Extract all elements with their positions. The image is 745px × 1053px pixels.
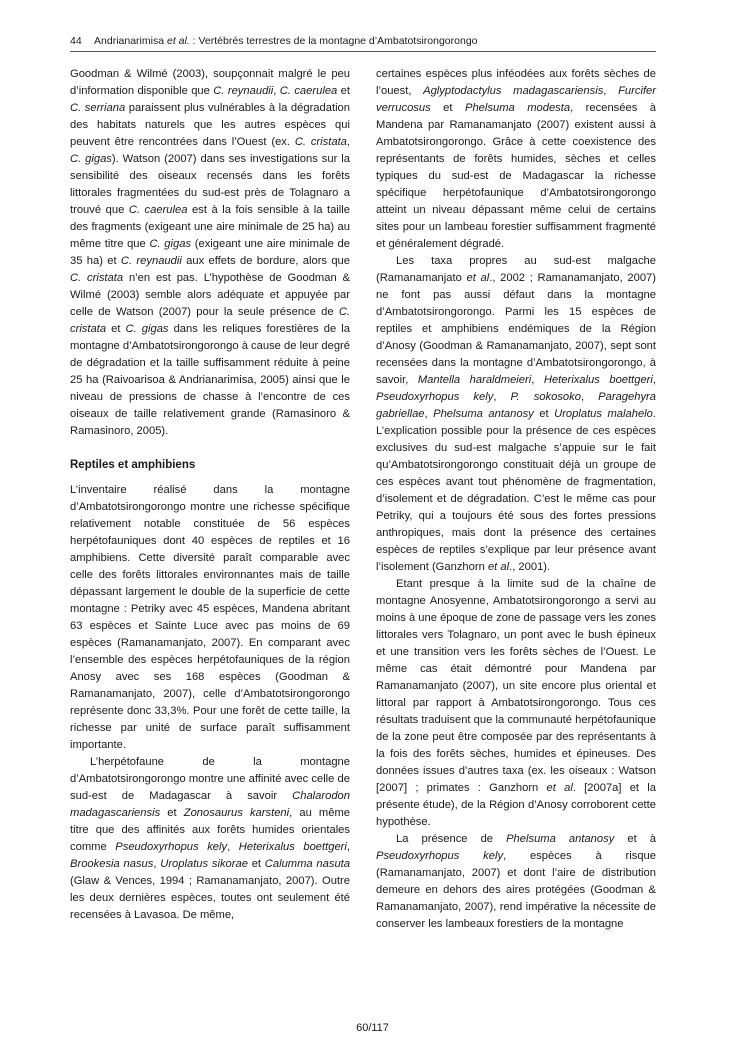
header-page-number: 44 — [70, 35, 82, 47]
text-run: ). Watson (2007) dans ses investigations sur la sensibilité des oiseaux recensés dans les forêts littorales fragmentées du sud-est près de Tolagnaro a trouvé que — [70, 153, 350, 216]
text-run: certaines espèces plus inféodées aux forêts sèches de l’ouest, — [376, 68, 656, 97]
italic-text-run: Calumma nasuta — [264, 858, 350, 870]
italic-text-run: C. cristata — [70, 306, 350, 335]
text-run: dans les reliques forestières de la montagne d’Ambatotsirongorongo à cause de leur degré de dégradation et la taille suffisamment réduite à peine 25 ha (Raivoarisoa & Andrianarimisa, 2005) ainsi que le niveau de pressions de chasse à l’encontre de ces oiseaux de taille relativement grande (Ramasinoro & Ramasinoro, 2005). — [70, 323, 350, 437]
italic-text-run: Chalarodon madagascariensis — [70, 790, 350, 819]
italic-text-run: C. gigas — [70, 153, 112, 165]
text-run: , au même titre que des affinités aux forêts humides orientales comme — [70, 807, 350, 853]
italic-text-run: C. cristata — [294, 136, 347, 148]
text-run: , — [603, 85, 619, 97]
text-run: et — [160, 807, 184, 819]
italic-text-run: Heterixalus boettgeri — [543, 374, 653, 386]
text-run: , — [227, 841, 239, 853]
italic-text-run: et al — [466, 272, 490, 284]
italic-text-run: Phelsuma modesta — [464, 102, 571, 114]
text-run: et — [337, 85, 350, 97]
italic-text-run: C. caerulea — [279, 85, 338, 97]
text-run: , — [424, 408, 434, 420]
left-column — [70, 66, 350, 924]
text-run: , — [493, 391, 511, 403]
text-run: Les taxa propres au sud-est malgache (Ramanamanjato — [376, 255, 656, 284]
italic-text-run: C. cristata — [70, 272, 124, 284]
paragraph-herpetofauna-inventory — [70, 482, 350, 754]
text-run: aux effets de bordure, alors que — [181, 255, 351, 267]
text-run: et — [533, 408, 555, 420]
italic-text-run: Brookesia nasus — [70, 858, 154, 870]
paragraph-herpetofauna-affinity — [70, 754, 350, 924]
text-run: Etant presque à la limite sud de la chaîne de montagne Anosyenne, Ambatotsirongorongo a servi au moins à une époque de zone de passage vers les zones littorales vers Tolagnaro, un pont avec le bush épineux et une transition vers les forêts sèches de l’Ouest. Le même cas était démontré pour Mandena par Ramanamanjato (2007), un site encore plus oriental et littoral par rapport à Ambatotsirongorongo. Tous ces résultats traduisent que la communauté herpétofaunique de la zone peut être composée par des représentants à la fois des forêts sèches, humides et épineuses. Des données issues d’autres taxa (ex. les oiseaux : Watson [2007] ; primates : Ganzhorn — [376, 578, 656, 794]
text-run: ., 2001). — [509, 561, 551, 573]
italic-text-run: C. caerulea — [128, 204, 188, 216]
italic-text-run: C. reynaudii — [213, 85, 274, 97]
page-footer — [0, 1022, 745, 1034]
italic-text-run: C. gigas — [149, 238, 192, 250]
text-run: paraissent plus vulnérables à la dégradation des habitats naturels que les autres espèces qui peuvent être rencontrées dans l’Ouest (ex. — [70, 102, 351, 148]
text-run: , — [273, 85, 280, 97]
text-run: ., 2002 ; Ramanamanjato, 2007) ne font pas aussi défaut dans la montagne d’Ambatotsirongorongo. Parmi les 15 espèces de reptiles et amphibiens endémiques de la Région d’Anosy (Goodman & Ramanamanjato, 2007), sept sont recensées dans la montagne d’Ambatotsirongorongo, à savoir, — [376, 272, 656, 386]
italic-text-run: C. reynaudii — [120, 255, 182, 267]
text-run: L’herpétofaune de la montagne d’Ambatotsirongorongo montre une affinité avec celle de sud-est de Madagascar à savoir — [70, 756, 350, 802]
text-run: , espèces à risque (Ramanamanjato, 2007) et dont l’aire de distribution demeure en dehors des aires protégées (Goodman & Ramanamanjato, 2007), rend impérative la nécessite de conserver les lambeaux forestiers de la montagne — [376, 850, 657, 930]
right-column — [376, 66, 656, 933]
italic-text-run: Zonosaurus karsteni — [183, 807, 290, 819]
text-run: , recensées à Mandena par Ramanamanjato (2007) existent aussi à Ambatotsirongorongo. Grâce à cette coexistence des représentants de forêts humides, sèches et celles typiques du sud-est de Madagascar la richesse spécifique herpétofaunique d’Ambatotsirongorongo atteint un niveau dépassant même celui de certains sites pour un lambeau forestier suffisamment fragmenté et généralement dégradé. — [376, 102, 656, 250]
italic-text-run: Phelsuma antanosy — [433, 408, 534, 420]
text-run: , — [580, 391, 599, 403]
header-author: Andrianarimisa — [94, 35, 165, 47]
italic-text-run: Heterixalus boettgeri — [238, 841, 347, 853]
text-run: (exigeant une aire minimale de 35 ha) et — [70, 238, 350, 267]
text-run: est à la fois sensible à la taille des fragments (exigeant une aire minimale de 25 ha) au même titre que — [70, 204, 350, 250]
italic-text-run: Furcifer verrucosus — [376, 85, 656, 114]
italic-text-run: C. serriana — [70, 102, 126, 114]
section-heading-reptiles: Reptiles et amphibiens — [70, 459, 196, 471]
page-indicator: 60/117 — [356, 1022, 389, 1034]
text-run: La présence de — [396, 833, 507, 845]
italic-text-run: C. gigas — [125, 323, 169, 335]
text-run: , — [652, 374, 656, 386]
italic-text-run: Uroplatus sikorae — [160, 858, 248, 870]
text-run: , — [153, 858, 161, 870]
italic-text-run: Aglyptodactylus madagascariensis — [423, 85, 604, 97]
running-header — [70, 34, 656, 52]
text-run: , — [531, 374, 544, 386]
header-title: : Vertébrés terrestres de la montagne d’Ambatotsirongorongo — [189, 35, 478, 47]
text-run: n’en est pas. L’hypothèse de Goodman & Wilmé (2003) semble alors adéquate et appuyée par celle de Watson (2007) pour la seule présence de — [70, 272, 350, 318]
text-run: et — [247, 858, 265, 870]
text-run: et — [430, 102, 465, 114]
paragraph-passage-zone — [376, 576, 656, 831]
text-run: , — [346, 136, 351, 148]
paragraph-conservation — [376, 831, 656, 933]
text-run: Goodman & Wilmé (2003), soupçonnait malgré le peu d’information disponible que — [70, 68, 350, 97]
italic-text-run: P. sokosoko — [510, 391, 581, 403]
italic-text-run: et al — [546, 782, 573, 794]
text-run: (Glaw & Vences, 1994 ; Ramanamanjato, 2007). Outre les deux dernières espèces, toutes ont seulement été recensées à Lavasoa. De même, — [70, 875, 350, 921]
text-run: . [2007a] et la présente étude), de la Région d’Anosy corroborent cette hypothèse. — [376, 782, 656, 828]
italic-text-run: Mantella haraldmeieri — [417, 374, 532, 386]
italic-text-run: Pseudoxyrhopus kely — [376, 850, 504, 862]
paragraph-dry-forest-species — [376, 66, 656, 253]
italic-text-run: Pseudoxyrhopus kely — [376, 391, 494, 403]
text-run: et — [106, 323, 126, 335]
text-run: et à — [614, 833, 656, 845]
text-run: L’inventaire réalisé dans la montagne d’Ambatotsirongorongo montre une richesse spécifique relativement notable constituée de 56 espèces herpétofauniques dont 40 espèces de reptiles et 16 amphibiens. Cette diversité paraît comparable avec celle des forêts littorales environnantes mais de taille dépassant largement le double de la superficie de cette montagne : Petriky avec 45 espèces, Mandena abritant 63 espèces et Sainte Luce avec pas moins de 69 espèces (Ramanamanjato, 2007). En comparant avec l’ensemble des espèces herpétofauniques de la région Anosy avec ses 168 espèces (Goodman & Ramanamanjato, 2007), celle d’Ambatotsirongorongo représente donc 33,3%. Pour une forêt de cette taille, la richesse par unité de surface paraît suffisamment importante. — [70, 484, 350, 751]
header-etal: et al. — [166, 35, 190, 47]
italic-text-run: Paragehyra gabriellae — [376, 391, 656, 420]
text-run: , — [346, 841, 350, 853]
italic-text-run: Pseudoxyrhopus kely — [115, 841, 228, 853]
italic-text-run: Uroplatus malahelo — [554, 408, 653, 420]
paragraph-cinnyris-sensitivity — [70, 66, 350, 440]
italic-text-run: et al — [487, 561, 510, 573]
text-run: . L’explication possible pour la présence de ces espèces exclusives du sud-est malgache s’appuie sur le fait qu’Ambatotsirongorongo constituait déjà un groupe de ces espèces avant tout phénomène de fragmentation, d’isolement et de dégradation. C’est le même cas pour Petriky, qui a toujours été sous des fortes pressions anthropiques, mais dont la présence des certaines espèces de reptiles s’explique par leur présence avant l’isolement (Ganzhorn — [376, 408, 656, 573]
italic-text-run: Phelsuma antanosy — [506, 833, 615, 845]
paragraph-southeast-endemics — [376, 253, 656, 576]
